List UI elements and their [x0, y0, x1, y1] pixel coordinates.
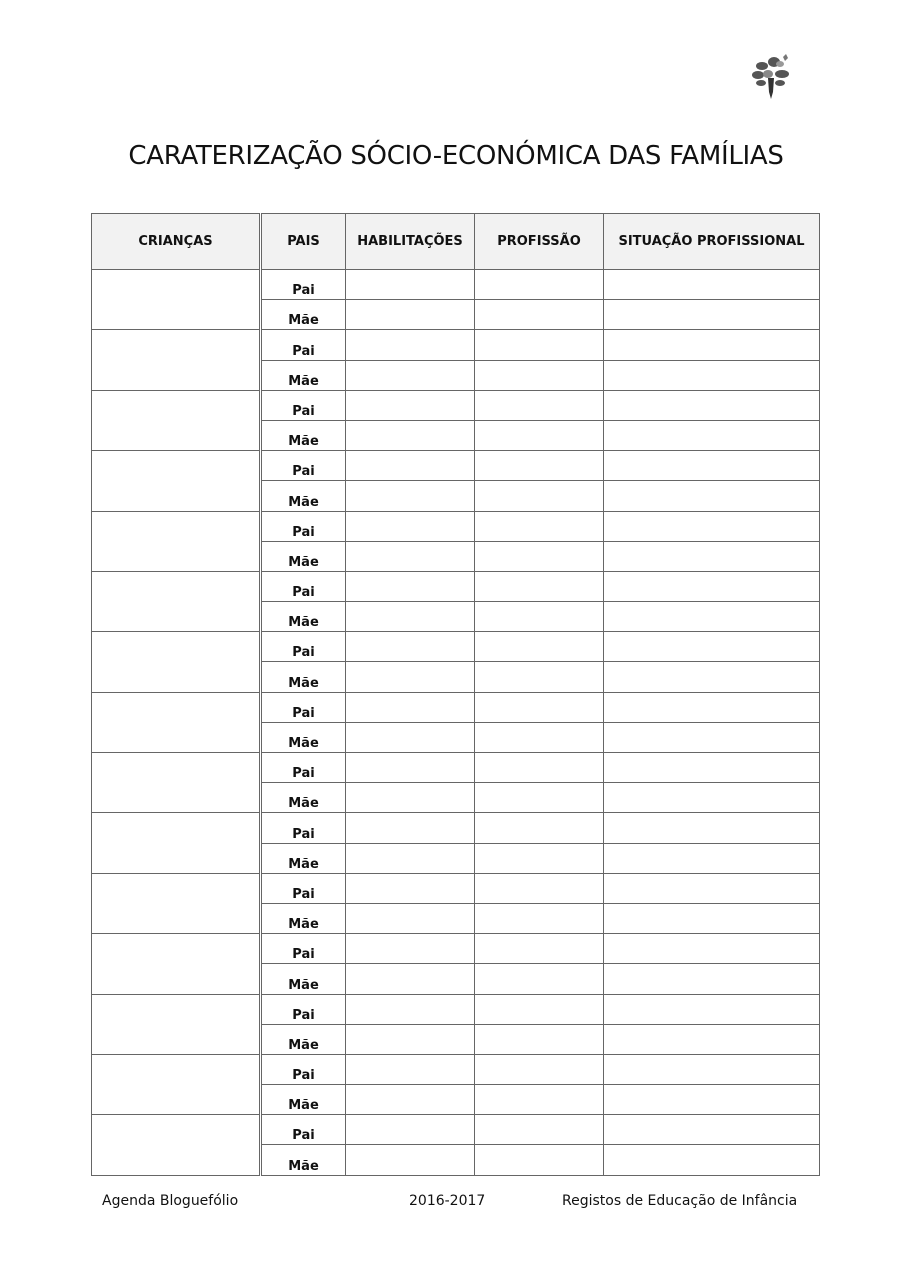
habilitacoes-cell[interactable]: [346, 903, 475, 933]
profissao-cell[interactable]: [475, 662, 604, 692]
habilitacoes-cell[interactable]: [346, 753, 475, 783]
parent-label: Mãe: [262, 783, 346, 813]
parent-label: Pai: [262, 692, 346, 722]
header-habilitacoes: HABILITAÇÕES: [346, 214, 475, 270]
profissao-cell[interactable]: [475, 602, 604, 632]
habilitacoes-cell[interactable]: [346, 1115, 475, 1145]
profissao-cell[interactable]: [475, 692, 604, 722]
habilitacoes-cell[interactable]: [346, 692, 475, 722]
habilitacoes-cell[interactable]: [346, 783, 475, 813]
parent-label: Pai: [262, 934, 346, 964]
child-name-cell[interactable]: [92, 994, 260, 1054]
parent-label: Pai: [262, 813, 346, 843]
parent-label: Mãe: [262, 843, 346, 873]
habilitacoes-cell[interactable]: [346, 1024, 475, 1054]
profissao-cell[interactable]: [475, 1115, 604, 1145]
parent-label: Mãe: [262, 300, 346, 330]
situacao-cell[interactable]: [604, 420, 820, 450]
situacao-cell[interactable]: [604, 843, 820, 873]
table-row: [92, 390, 820, 420]
situacao-cell[interactable]: [604, 722, 820, 752]
profissao-cell[interactable]: [475, 451, 604, 481]
table-row: [92, 1054, 820, 1084]
profissao-cell[interactable]: [475, 994, 604, 1024]
profissao-cell[interactable]: [475, 330, 604, 360]
habilitacoes-cell[interactable]: [346, 722, 475, 752]
table-row: [92, 632, 820, 662]
table-row: [92, 994, 820, 1024]
situacao-cell[interactable]: [604, 1085, 820, 1115]
habilitacoes-cell[interactable]: [346, 390, 475, 420]
profissao-cell[interactable]: [475, 1085, 604, 1115]
table-row: [92, 571, 820, 601]
situacao-cell[interactable]: [604, 451, 820, 481]
header-criancas: CRIANÇAS: [92, 214, 260, 270]
situacao-cell[interactable]: [604, 662, 820, 692]
profissao-cell[interactable]: [475, 300, 604, 330]
child-name-cell[interactable]: [92, 934, 260, 994]
parent-label: Mãe: [262, 964, 346, 994]
child-name-cell[interactable]: [92, 330, 260, 390]
parent-label: Pai: [262, 390, 346, 420]
parent-label: Mãe: [262, 903, 346, 933]
table-row: [92, 813, 820, 843]
table-row: [92, 1115, 820, 1145]
situacao-cell[interactable]: [604, 632, 820, 662]
habilitacoes-cell[interactable]: [346, 420, 475, 450]
habilitacoes-cell[interactable]: [346, 813, 475, 843]
child-name-cell[interactable]: [92, 632, 260, 692]
child-name-cell[interactable]: [92, 390, 260, 450]
habilitacoes-cell[interactable]: [346, 330, 475, 360]
table-row: [92, 330, 820, 360]
profissao-cell[interactable]: [475, 420, 604, 450]
child-name-cell[interactable]: [92, 270, 260, 330]
header-situacao-profissional: SITUAÇÃO PROFISSIONAL: [604, 214, 820, 270]
habilitacoes-cell[interactable]: [346, 873, 475, 903]
situacao-cell[interactable]: [604, 813, 820, 843]
situacao-cell[interactable]: [604, 602, 820, 632]
parent-label: Pai: [262, 753, 346, 783]
situacao-cell[interactable]: [604, 692, 820, 722]
habilitacoes-cell[interactable]: [346, 300, 475, 330]
parent-label: Mãe: [262, 420, 346, 450]
table-row: [92, 270, 820, 300]
habilitacoes-cell[interactable]: [346, 511, 475, 541]
situacao-cell[interactable]: [604, 1024, 820, 1054]
profissao-cell[interactable]: [475, 1145, 604, 1175]
table-row: [92, 451, 820, 481]
parent-label: Pai: [262, 632, 346, 662]
situacao-cell[interactable]: [604, 571, 820, 601]
situacao-cell[interactable]: [604, 783, 820, 813]
profissao-cell[interactable]: [475, 964, 604, 994]
profissao-cell[interactable]: [475, 481, 604, 511]
profissao-cell[interactable]: [475, 541, 604, 571]
child-name-cell[interactable]: [92, 873, 260, 933]
situacao-cell[interactable]: [604, 1054, 820, 1084]
habilitacoes-cell[interactable]: [346, 1145, 475, 1175]
profissao-cell[interactable]: [475, 632, 604, 662]
parent-label: Mãe: [262, 1085, 346, 1115]
situacao-cell[interactable]: [604, 1145, 820, 1175]
parent-label: Mãe: [262, 722, 346, 752]
table-row: [92, 511, 820, 541]
profissao-cell[interactable]: [475, 934, 604, 964]
situacao-cell[interactable]: [604, 873, 820, 903]
situacao-cell[interactable]: [604, 270, 820, 300]
profissao-cell[interactable]: [475, 390, 604, 420]
profissao-cell[interactable]: [475, 270, 604, 300]
habilitacoes-cell[interactable]: [346, 1085, 475, 1115]
parent-label: Mãe: [262, 662, 346, 692]
family-table: [91, 213, 820, 1176]
habilitacoes-cell[interactable]: [346, 843, 475, 873]
situacao-cell[interactable]: [604, 903, 820, 933]
profissao-cell[interactable]: [475, 813, 604, 843]
table-header-row: [92, 214, 820, 270]
footer-right: Registos de Educação de Infância: [562, 1193, 798, 1209]
parent-label: Pai: [262, 451, 346, 481]
situacao-cell[interactable]: [604, 934, 820, 964]
situacao-cell[interactable]: [604, 753, 820, 783]
parent-label: Pai: [262, 873, 346, 903]
table-row: [92, 873, 820, 903]
situacao-cell[interactable]: [604, 994, 820, 1024]
profissao-cell[interactable]: [475, 753, 604, 783]
parent-label: Mãe: [262, 481, 346, 511]
profissao-cell[interactable]: [475, 1024, 604, 1054]
situacao-cell[interactable]: [604, 964, 820, 994]
habilitacoes-cell[interactable]: [346, 360, 475, 390]
parent-label: Pai: [262, 994, 346, 1024]
parent-label: Mãe: [262, 360, 346, 390]
header-profissao: PROFISSÃO: [475, 214, 604, 270]
profissao-cell[interactable]: [475, 1054, 604, 1084]
habilitacoes-cell[interactable]: [346, 571, 475, 601]
habilitacoes-cell[interactable]: [346, 451, 475, 481]
table-row: [92, 692, 820, 722]
situacao-cell[interactable]: [604, 300, 820, 330]
habilitacoes-cell[interactable]: [346, 270, 475, 300]
parent-label: Pai: [262, 1115, 346, 1145]
child-name-cell[interactable]: [92, 753, 260, 813]
habilitacoes-cell[interactable]: [346, 1054, 475, 1084]
situacao-cell[interactable]: [604, 390, 820, 420]
child-name-cell[interactable]: [92, 511, 260, 571]
habilitacoes-cell[interactable]: [346, 481, 475, 511]
situacao-cell[interactable]: [604, 360, 820, 390]
profissao-cell[interactable]: [475, 873, 604, 903]
header-pais: PAIS: [262, 214, 346, 270]
situacao-cell[interactable]: [604, 330, 820, 360]
parent-label: Pai: [262, 270, 346, 300]
situacao-cell[interactable]: [604, 541, 820, 571]
child-name-cell[interactable]: [92, 813, 260, 873]
parent-label: Pai: [262, 1054, 346, 1084]
profissao-cell[interactable]: [475, 903, 604, 933]
child-name-cell[interactable]: [92, 571, 260, 631]
situacao-cell[interactable]: [604, 1115, 820, 1145]
table-row: [92, 753, 820, 783]
profissao-cell[interactable]: [475, 783, 604, 813]
habilitacoes-cell[interactable]: [346, 662, 475, 692]
situacao-cell[interactable]: [604, 481, 820, 511]
child-name-cell[interactable]: [92, 1054, 260, 1114]
profissao-cell[interactable]: [475, 360, 604, 390]
parent-label: Mãe: [262, 1024, 346, 1054]
footer-left: Agenda Bloguefólio: [102, 1193, 239, 1209]
habilitacoes-cell[interactable]: [346, 994, 475, 1024]
habilitacoes-cell[interactable]: [346, 934, 475, 964]
child-name-cell[interactable]: [92, 692, 260, 752]
parent-label: Pai: [262, 511, 346, 541]
footer-center: 2016-2017: [409, 1193, 486, 1209]
parent-label: Pai: [262, 330, 346, 360]
parent-label: Mãe: [262, 602, 346, 632]
habilitacoes-cell[interactable]: [346, 964, 475, 994]
child-name-cell[interactable]: [92, 1115, 260, 1175]
situacao-cell[interactable]: [604, 511, 820, 541]
habilitacoes-cell[interactable]: [346, 632, 475, 662]
profissao-cell[interactable]: [475, 511, 604, 541]
profissao-cell[interactable]: [475, 571, 604, 601]
profissao-cell[interactable]: [475, 722, 604, 752]
tree-logo-icon: [750, 52, 792, 102]
habilitacoes-cell[interactable]: [346, 602, 475, 632]
page-title: CARATERIZAÇÃO SÓCIO-ECONÓMICA DAS FAMÍLIAS: [128, 141, 784, 171]
profissao-cell[interactable]: [475, 843, 604, 873]
table-row: [92, 934, 820, 964]
parent-label: Mãe: [262, 541, 346, 571]
parent-label: Mãe: [262, 1145, 346, 1175]
habilitacoes-cell[interactable]: [346, 541, 475, 571]
parent-label: Pai: [262, 571, 346, 601]
child-name-cell[interactable]: [92, 451, 260, 511]
